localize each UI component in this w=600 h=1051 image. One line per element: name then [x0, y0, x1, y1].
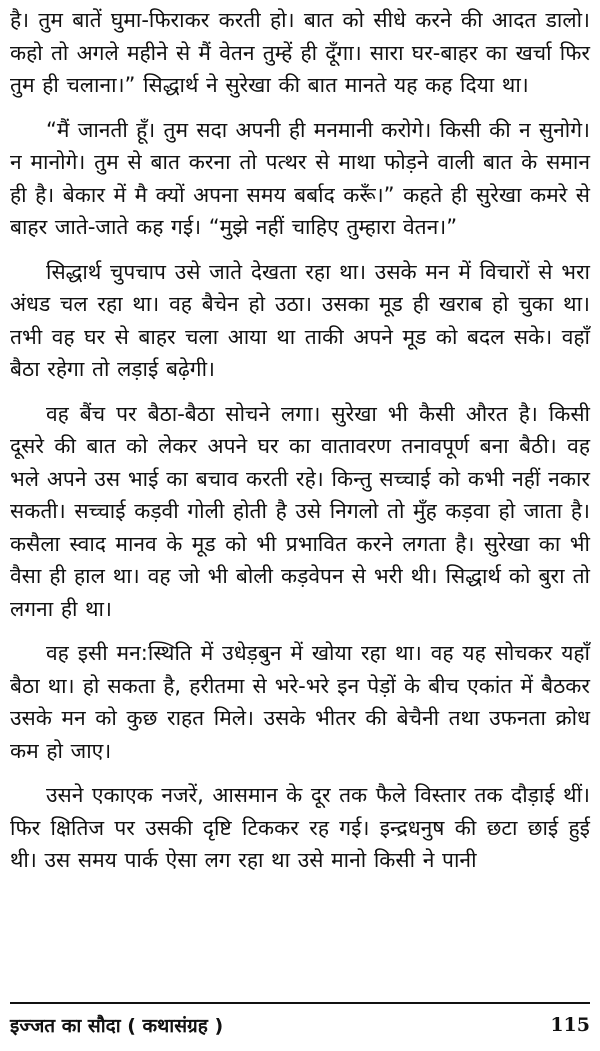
paragraph-6: उसने एकाएक नजरें, आसमान के दूर तक फैले विस्तार तक दौड़ाई थीं। फिर क्षितिज पर उसकी दृष्टि टिककर रह गई। इन्द्रधनुष की छटा छाई हुई थी। उस समय पार्क ऐसा लग रहा था उसे मानो किसी ने पानी: [10, 783, 590, 872]
paragraph-3: सिद्धार्थ चुपचाप उसे जाते देखता रहा था। उसके मन में विचारों से भरा अंधड चल रहा था। वह बैचेन हो उठा। उसका मूड ही खराब हो चुका था। तभी वह घर से बाहर चला आया था ताकी अपने मूड को बदल सके। वहाँ बैठा रहेगा तो लड़ाई बढ़ेगी।: [10, 259, 590, 381]
paragraph-2: “मैं जानती हूँ। तुम सदा अपनी ही मनमानी करोगे। किसी की न सुनोगे। न मानोगे। तुम से बात करना तो पत्थर से माथा फोड़ने वाली बात के समान ही है। बेकार में मै क्यों अपना समय बर्बाद करूँ।” कहते ही सुरेखा कमरे से बाहर जाते-जाते कह गई। “मुझे नहीं चाहिए तुम्हारा वेतन।”: [10, 117, 590, 239]
footer-rule: [10, 1002, 590, 1004]
page-number: 115: [550, 1014, 590, 1036]
paragraph-1: है। तुम बातें घुमा-फिराकर करती हो। बात को सीधे करने की आदत डालो। कहो तो अगले महीने से मैं वेतन तुम्हें ही दूँगा। सारा घर-बाहर का खर्चा फिर तुम ही चलाना।” सिद्धार्थ ने सुरेखा की बात मानते यह कह दिया था।: [10, 8, 590, 97]
page-body: [10, 4, 590, 889]
page-footer: [10, 1010, 590, 1040]
book-title: इज्जत का सौदा ( कथासंग्रह ): [10, 1015, 224, 1037]
paragraph-4: वह बैंच पर बैठा-बैठा सोचने लगा। सुरेखा भी कैसी औरत है। किसी दूसरे की बात को लेकर अपने घर का वातावरण तनावपूर्ण बना बैठी। वह भले अपने उस भाई का बचाव करती रहे। किन्तु सच्चाई को कभी नहीं नकार सकती। सच्चाई कड़वी गोली होती है उसे निगलो तो मुँह कड़वा हो जाता है। कसैला स्वाद मानव के मूड को भी प्रभावित करने लगता है। सुरेखा का भी वैसा ही हाल था। वह जो भी बोली कड़वेपन से भरी थी। सिद्धार्थ को बुरा तो लगना ही था।: [10, 401, 590, 621]
paragraph-5: वह इसी मन:स्थिति में उधेड़बुन में खोया रहा था। वह यह सोचकर यहाँ बैठा था। हो सकता है, हरीतमा से भरे-भरे इन पेड़ों के बीच एकांत में बैठकर उसके मन को कुछ राहत मिले। उसके भीतर की बेचैनी तथा उफनता क्रोध कम हो जाए।: [10, 641, 590, 763]
